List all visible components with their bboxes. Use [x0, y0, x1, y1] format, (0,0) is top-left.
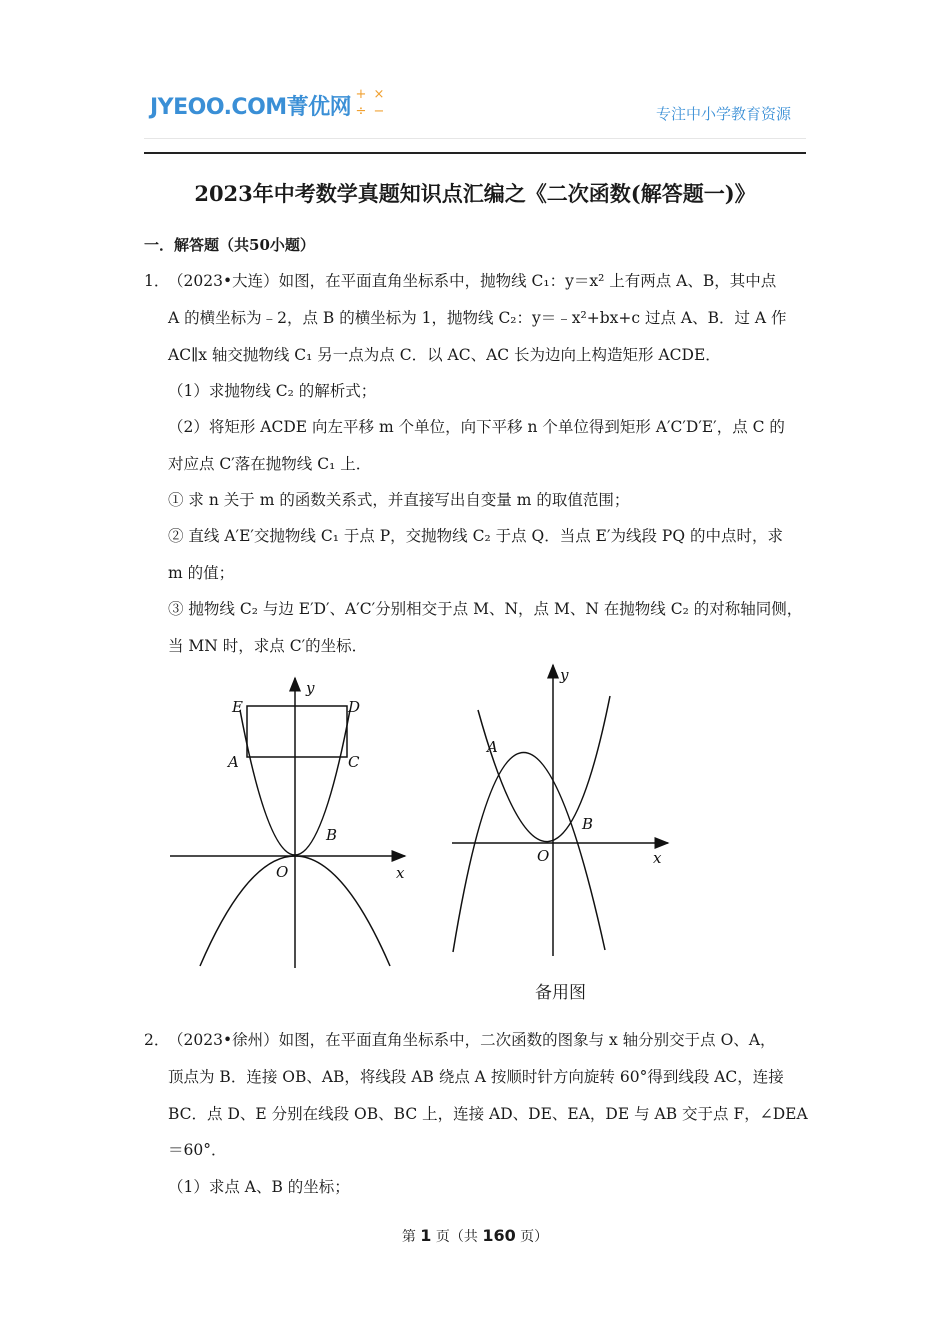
document-title: 2023年中考数学真题知识点汇编之《二次函数(解答题一)》 — [194, 181, 756, 206]
question-2-line: （1）求点 A、B 的坐标； — [168, 1178, 350, 1196]
label-e: E — [232, 698, 243, 716]
question-1-number: 1． — [144, 272, 170, 290]
label-b: B — [582, 815, 594, 833]
question-1-line: AC∥x 轴交抛物线 C₁ 另一点为点 C．以 AC、AC 长为边向上构造矩形 ACDE． — [168, 346, 721, 364]
question-2-line: 顶点为 B．连接 OB、AB，将线段 AB 绕点 A 按顺时针方向旋转 60°得到线段 AC，连接 — [168, 1068, 784, 1086]
label-y: y — [306, 679, 315, 697]
question-2-line: （2023•徐州）如图，在平面直角坐标系中，二次函数的图象与 x 轴分别交于点 O、A， — [168, 1031, 776, 1049]
question-1-line: A 的横坐标为﹣2，点 B 的横坐标为 1，抛物线 C₂：y＝﹣x²+bx+c 过点 A、B．过 A 作 — [168, 309, 787, 327]
total-pages: 160 — [482, 1226, 516, 1245]
label-c: C — [348, 753, 360, 771]
current-page: 1 — [420, 1226, 432, 1245]
rectangle-acde — [247, 706, 347, 757]
question-1-line: ② 直线 A′E′交抛物线 C₁ 于点 P，交抛物线 C₂ 于点 Q．当点 E′为线段 PQ 的中点时，求 — [168, 527, 783, 545]
question-1-line: ③ 抛物线 C₂ 与边 E′D′、A′C′分别相交于点 M、N，点 M、N 在抛物线 C₂ 的对称轴同侧， — [168, 600, 803, 618]
logo-math-symbols-icon: + × ÷ − — [355, 87, 385, 119]
figure-2-backup-graph — [440, 660, 680, 965]
question-2-line: ＝60°． — [168, 1141, 227, 1159]
jyeoo-logo: JYEOO.COM菁优网 — [150, 95, 352, 120]
section-heading: 一．解答题（共50小题） — [144, 236, 315, 254]
label-o: O — [537, 847, 550, 865]
figure-1-parabolas-with-rectangle — [160, 670, 420, 975]
page-footer: 第 1 页（共 160 页） — [401, 1226, 549, 1245]
question-1-line: m 的值； — [168, 564, 235, 582]
question-2-number: 2． — [144, 1031, 170, 1049]
header-divider — [144, 152, 806, 154]
header-divider-light — [144, 138, 806, 139]
parabola-c2 — [453, 752, 605, 952]
label-a: A — [487, 738, 498, 756]
question-2-line: BC．点 D、E 分别在线段 OB、BC 上，连接 AD、DE、EA，DE 与 AB 交于点 F，∠DEA — [168, 1105, 808, 1123]
question-1-line: （2023•大连）如图，在平面直角坐标系中，抛物线 C₁：y＝x² 上有两点 A、B，其中点 — [168, 272, 777, 290]
question-1-line: ① 求 n 关于 m 的函数关系式，并直接写出自变量 m 的取值范围； — [168, 491, 630, 509]
figure-2-caption: 备用图 — [535, 983, 586, 1003]
question-1-line: 当 MN 时，求点 C′的坐标． — [168, 637, 368, 655]
label-o: O — [276, 863, 289, 881]
label-x: x — [653, 849, 662, 867]
label-x: x — [396, 864, 405, 882]
header-slogan: 专注中小学教育资源 — [656, 105, 792, 123]
label-y: y — [560, 666, 569, 684]
label-d: D — [348, 698, 361, 716]
label-a: A — [228, 753, 239, 771]
question-1-line: （2）将矩形 ACDE 向左平移 m 个单位，向下平移 n 个单位得到矩形 A′C′D′E′，点 C 的 — [168, 418, 785, 436]
label-b: B — [326, 826, 338, 844]
question-1-line: 对应点 C′落在抛物线 C₁ 上． — [168, 455, 372, 473]
question-1-line: （1）求抛物线 C₂ 的解析式； — [168, 382, 377, 400]
